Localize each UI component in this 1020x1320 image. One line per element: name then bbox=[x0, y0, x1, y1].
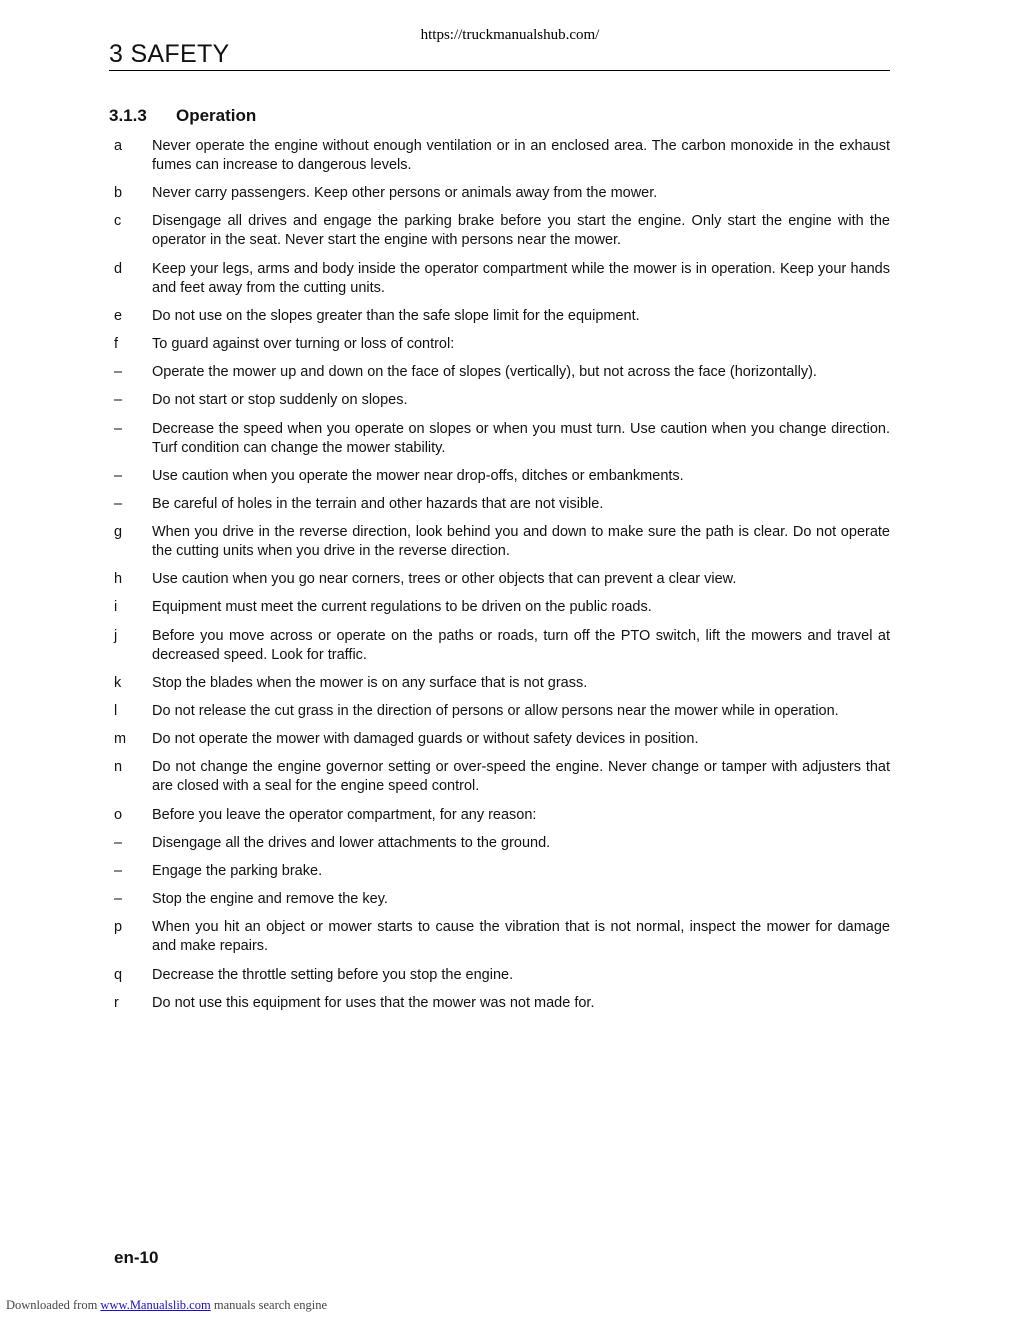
download-footer bbox=[6, 1298, 327, 1313]
list-item bbox=[109, 598, 890, 617]
list-item-text: Use caution when you go near corners, trees or other objects that can prevent a clear view. bbox=[152, 571, 737, 588]
list-item-marker: – bbox=[114, 467, 123, 484]
list-item bbox=[109, 523, 890, 561]
list-item-text: When you hit an object or mower starts to cause the vibration that is not normal, inspect the mower for damage and make repairs. bbox=[152, 919, 890, 955]
list-item-text: Do not operate the mower with damaged guards or without safety devices in position. bbox=[152, 731, 699, 748]
list-item-text: Operate the mower up and down on the face of slopes (vertically), but not across the face (horizontally). bbox=[152, 364, 817, 381]
list-item-marker: – bbox=[114, 392, 123, 409]
list-item-marker: – bbox=[114, 891, 123, 908]
list-item-text: Decrease the speed when you operate on slopes or when you must turn. Use caution when you change direction. Turf condition can change the mower stability. bbox=[152, 420, 890, 456]
list-item-text: Do not use this equipment for uses that the mower was not made for. bbox=[152, 994, 595, 1011]
list-item-text: Decrease the throttle setting before you stop the engine. bbox=[152, 966, 514, 983]
list-item-text: Disengage all the drives and lower attachments to the ground. bbox=[152, 834, 551, 851]
list-item-marker: c bbox=[114, 213, 122, 230]
subsection-title: Operation bbox=[176, 106, 257, 125]
list-item-text: Do not use on the slopes greater than the safe slope limit for the equipment. bbox=[152, 307, 640, 324]
list-item-text: To guard against over turning or loss of control: bbox=[152, 335, 455, 352]
list-item bbox=[109, 307, 890, 326]
list-item-text: Equipment must meet the current regulations to be driven on the public roads. bbox=[152, 599, 652, 616]
footer-prefix: Downloaded from bbox=[6, 1298, 101, 1312]
list-item-text: Engage the parking brake. bbox=[152, 862, 323, 879]
list-item-marker: – bbox=[114, 364, 123, 381]
list-item-marker: r bbox=[114, 994, 119, 1011]
list-item-marker: m bbox=[114, 731, 127, 748]
page-number: en-10 bbox=[114, 1248, 159, 1267]
list-item-marker: o bbox=[114, 806, 123, 823]
list-item-marker: h bbox=[114, 571, 123, 588]
list-item-marker: f bbox=[114, 335, 119, 352]
list-item-text: Do not release the cut grass in the direction of persons or allow persons near the mower while in operation. bbox=[152, 703, 839, 719]
list-item bbox=[109, 467, 890, 486]
list-item-marker: e bbox=[114, 307, 123, 324]
list-item-marker: j bbox=[114, 627, 118, 644]
list-item-text: Never carry passengers. Keep other persons or animals away from the mower. bbox=[152, 185, 658, 202]
list-item-text: Stop the engine and remove the key. bbox=[152, 891, 388, 908]
list-item-marker: – bbox=[114, 420, 123, 437]
list-item bbox=[109, 730, 890, 749]
list-item-text: Do not change the engine governor setting or over-speed the engine. Never change or tamper with adjusters that are closed with a seal for the engine speed control. bbox=[152, 759, 890, 795]
list-item-text: Use caution when you operate the mower near drop-offs, ditches or embankments. bbox=[152, 467, 684, 484]
list-item bbox=[109, 184, 890, 203]
list-item-text: Stop the blades when the mower is on any surface that is not grass. bbox=[152, 674, 588, 691]
list-item-marker: d bbox=[114, 260, 123, 277]
list-item-text: Before you leave the operator compartment, for any reason: bbox=[152, 806, 537, 823]
list-item-text: Never operate the engine without enough ventilation or in an enclosed area. The carbon monoxide in the exhaust fumes can increase to dangerous levels. bbox=[152, 138, 890, 173]
subsection-heading bbox=[109, 106, 256, 126]
list-item bbox=[109, 570, 890, 589]
list-item bbox=[109, 674, 890, 693]
list-item-marker: g bbox=[114, 524, 123, 541]
list-item bbox=[109, 806, 890, 825]
list-item bbox=[109, 834, 890, 853]
list-item-text: Do not start or stop suddenly on slopes. bbox=[152, 392, 408, 409]
list-item bbox=[109, 495, 890, 514]
list-item-marker: q bbox=[114, 966, 123, 983]
list-item bbox=[109, 212, 890, 250]
subsection-number: 3.1.3 bbox=[109, 106, 147, 125]
section-title: 3 SAFETY bbox=[109, 40, 230, 68]
list-item bbox=[109, 758, 890, 796]
list-item-marker: l bbox=[114, 703, 118, 719]
list-item bbox=[109, 420, 890, 458]
list-item-text: Keep your legs, arms and body inside the operator compartment while the mower is in operation. Keep your hands and feet away from the cutting units. bbox=[152, 260, 890, 296]
list-item-marker: a bbox=[114, 138, 123, 154]
section-header bbox=[109, 38, 890, 71]
manualslib-link[interactable]: www.Manualslib.com bbox=[100, 1298, 211, 1312]
list-item bbox=[109, 702, 890, 721]
list-item bbox=[109, 260, 890, 298]
list-item bbox=[109, 966, 890, 985]
list-item-marker: – bbox=[114, 834, 123, 851]
footer-suffix: manuals search engine bbox=[210, 1298, 327, 1312]
list-item-marker: p bbox=[114, 919, 123, 936]
list-item-marker: k bbox=[114, 674, 122, 691]
list-item-marker: n bbox=[114, 759, 123, 776]
list-item-text: When you drive in the reverse direction, look behind you and down to make sure the path is clear. Do not operate the cutting units when you drive in the reverse direction. bbox=[152, 524, 890, 560]
list-item bbox=[109, 918, 890, 956]
safety-instruction-list bbox=[109, 137, 890, 1022]
list-item bbox=[109, 994, 890, 1013]
list-item bbox=[109, 137, 890, 175]
list-item-text: Disengage all drives and engage the parking brake before you start the engine. Only start the engine with the operator in the seat. Never start the engine with persons near the mower. bbox=[152, 213, 890, 249]
list-item bbox=[109, 391, 890, 410]
list-item-marker: i bbox=[114, 599, 118, 616]
list-item-marker: b bbox=[114, 185, 123, 202]
list-item bbox=[109, 627, 890, 665]
list-item-text: Be careful of holes in the terrain and other hazards that are not visible. bbox=[152, 495, 604, 512]
list-item bbox=[109, 363, 890, 382]
list-item-text: Before you move across or operate on the paths or roads, turn off the PTO switch, lift the mowers and travel at decreased speed. Look for traffic. bbox=[152, 627, 890, 663]
list-item bbox=[109, 335, 890, 354]
list-item bbox=[109, 890, 890, 909]
list-item bbox=[109, 862, 890, 881]
source-url[interactable]: https://truckmanualshub.com/ bbox=[420, 27, 600, 43]
list-item-marker: – bbox=[114, 862, 123, 879]
list-item-marker: – bbox=[114, 495, 123, 512]
